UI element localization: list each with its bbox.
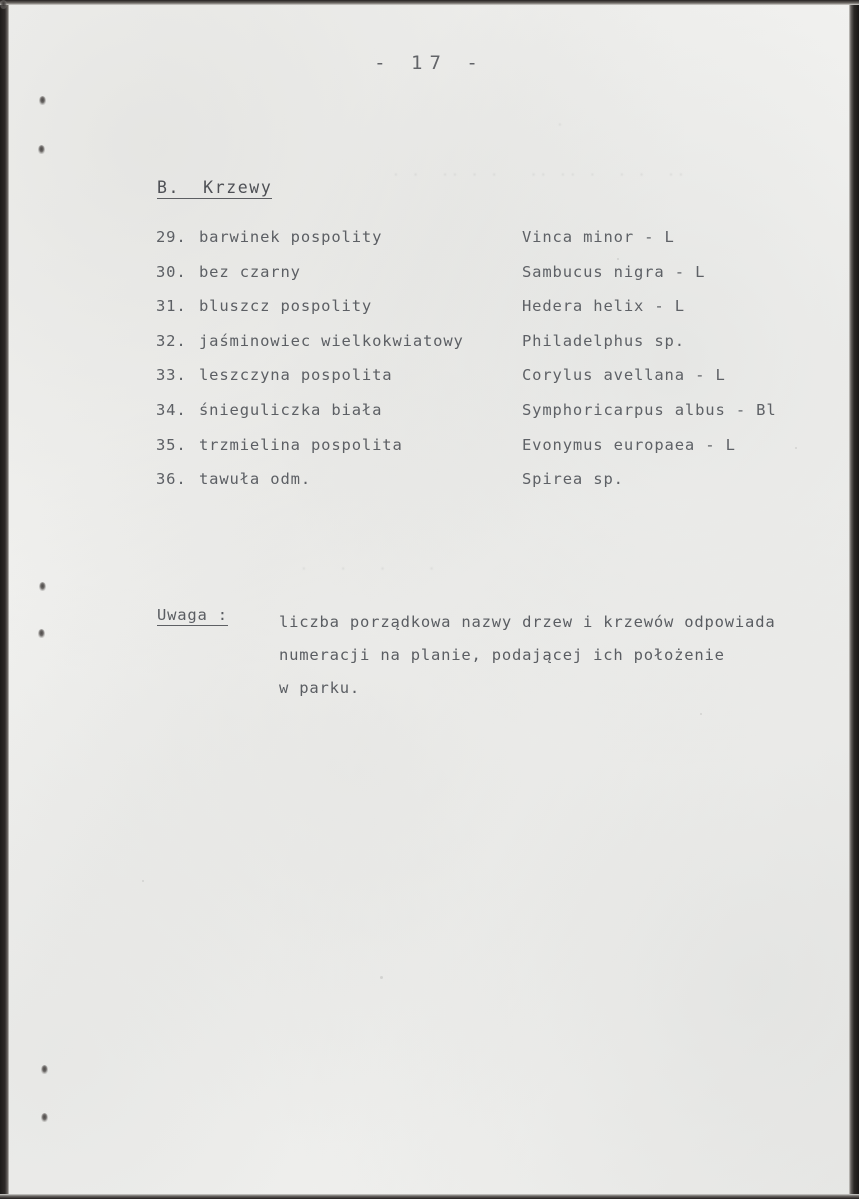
- species-number: 35.: [156, 435, 187, 454]
- bleed-through-ghost-text: · · · ·: [300, 562, 438, 577]
- species-row: [0, 228, 859, 263]
- species-row: [0, 366, 859, 401]
- note-line: numeracji na planie, podającej ich położenie: [279, 646, 725, 664]
- species-latin-name: Symphoricarpus albus - Bl: [522, 400, 777, 419]
- species-number: 34.: [156, 400, 187, 419]
- species-latin-name: Evonymus europaea - L: [522, 435, 736, 454]
- section-label: B.: [157, 178, 181, 197]
- species-row: [0, 470, 859, 505]
- species-polish-name: leszczyna pospolita: [199, 366, 393, 385]
- species-latin-name: Corylus avellana - L: [522, 366, 726, 385]
- species-number: 36.: [156, 470, 187, 489]
- species-latin-name: Hedera helix - L: [522, 297, 685, 316]
- species-polish-name: tawuła odm.: [199, 470, 311, 489]
- species-row: [0, 263, 859, 298]
- species-latin-name: Vinca minor - L: [522, 228, 675, 246]
- species-list: [0, 228, 859, 505]
- bleed-through-ghost-text: ·: [556, 118, 566, 133]
- section-heading: [157, 178, 272, 197]
- note-label: [157, 606, 228, 624]
- species-number: 32.: [156, 331, 187, 350]
- species-number: 30.: [156, 262, 187, 281]
- note-label-text: Uwaga :: [157, 606, 228, 624]
- species-latin-name: Sambucus nigra - L: [522, 262, 706, 281]
- species-number: 31.: [156, 297, 187, 316]
- species-row: [0, 401, 859, 436]
- species-polish-name: bluszcz pospolity: [199, 297, 373, 316]
- note-line: w parku.: [279, 679, 361, 697]
- note-line: liczba porządkowa nazwy drzew i krzewów odpowiada: [279, 613, 776, 631]
- page-number: - 17 -: [374, 52, 485, 74]
- section-title: Krzewy: [203, 178, 273, 197]
- species-row: [0, 332, 859, 367]
- species-polish-name: bez czarny: [199, 262, 301, 281]
- species-row: [0, 297, 859, 332]
- species-polish-name: śnieguliczka biała: [199, 400, 383, 419]
- species-row: [0, 436, 859, 471]
- species-latin-name: Philadelphus sp.: [522, 331, 685, 350]
- species-polish-name: barwinek pospolity: [199, 228, 383, 246]
- bleed-through-ghost-text: · · ·· · · ·· ·· · · · ··: [392, 168, 687, 183]
- species-polish-name: jaśminowiec wielkokwiatowy: [199, 331, 464, 350]
- species-number: 33.: [156, 366, 187, 385]
- species-polish-name: trzmielina pospolita: [199, 435, 403, 454]
- species-number: 29.: [156, 228, 187, 246]
- species-latin-name: Spirea sp.: [522, 470, 624, 489]
- note-body: [279, 606, 775, 705]
